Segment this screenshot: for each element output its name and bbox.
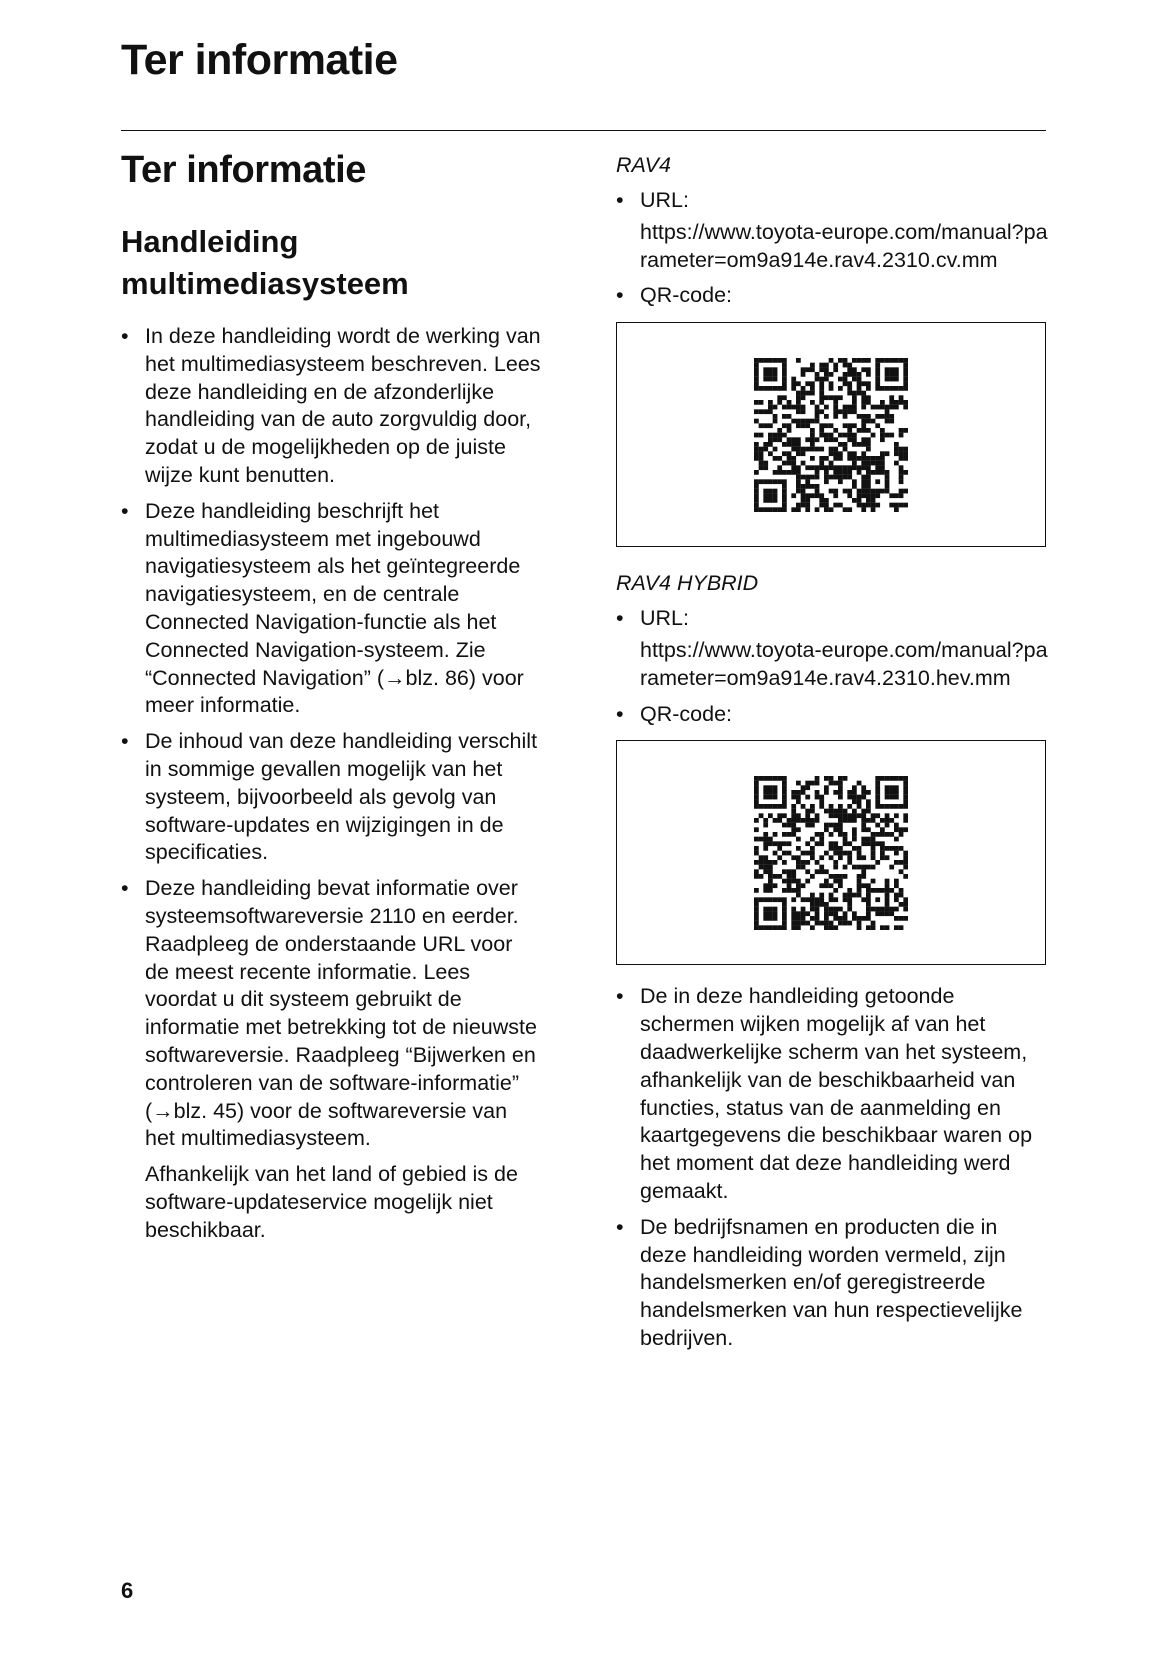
bullet-icon: • <box>616 283 624 308</box>
model-info-list <box>616 187 1048 310</box>
model-block-rav4 <box>616 151 1048 547</box>
list-item-text: Deze handleiding bevat informatie over systeemsoftwareversie 2110 en eerder. Raadpleeg de onderstaande URL voor de meest recente informatie. Lees voordat u dit systeem gebruikt de informatie met betrekking tot de nieuwste softwareversie. Raadpleeg “Bijwerken en controleren van de software-informatie” (→blz. 45) voor de softwareversie van het multimediasysteem. <box>145 876 537 1151</box>
qr-code-frame <box>616 740 1046 965</box>
list-item-continuation: Afhankelijk van het land of gebied is de software-updateservice mogelijk niet beschikbaar. <box>145 1162 518 1242</box>
list-item <box>616 701 1048 729</box>
list-item-text: De in deze handleiding getoonde schermen wijken mogelijk af van het daadwerkelijke scherm van het systeem, afhankelijk van de beschikbaarheid van functies, status van de aanmelding en kaartgegevens die beschikbaar waren op het moment dat deze handleiding werd gemaakt. <box>640 984 1033 1203</box>
bullet-icon: • <box>616 1214 624 1239</box>
header-divider <box>121 130 1046 131</box>
list-item <box>616 1214 1048 1353</box>
running-head-title: Ter informatie <box>121 36 398 84</box>
qr-label: QR-code: <box>640 283 733 308</box>
list-item-text: Deze handleiding beschrijft het multimediasysteem met ingebouwd navigatiesysteem als het geïntegreerde navigatiesysteem, en de centrale Connected Navigation-functie als het Connected Navigation-systeem. Zie “Connected Navigation” (→blz. 86) voor meer informatie. <box>145 498 524 718</box>
url-label: URL: <box>640 606 689 631</box>
qr-code-icon <box>754 776 908 930</box>
model-info-list <box>616 605 1048 728</box>
list-item-text: De inhoud van deze handleiding verschilt in sommige gevallen mogelijk van het systeem, bijvoorbeeld als gevolg van software-updates en wijzigingen in de specificaties. <box>145 729 538 865</box>
model-name: RAV4 <box>616 153 671 177</box>
bullet-icon: • <box>121 729 129 754</box>
bullet-icon: • <box>121 498 129 523</box>
qr-code-icon <box>754 358 908 512</box>
list-item <box>616 187 1048 274</box>
bullet-icon: • <box>616 606 624 631</box>
manual-url-link[interactable]: https://www.toyota-europe.com/manual?parameter=om9a914e.rav4.2310.cv.mm <box>640 219 1048 272</box>
qr-label: QR-code: <box>640 701 733 726</box>
page-number: 6 <box>121 1578 134 1603</box>
left-bullet-list <box>121 323 541 1245</box>
model-name: RAV4 HYBRID <box>616 571 759 596</box>
qr-code-frame <box>616 322 1046 547</box>
list-item <box>121 323 541 490</box>
url-label: URL: <box>640 188 689 212</box>
bullet-icon: • <box>121 876 129 901</box>
list-item <box>616 605 1048 692</box>
list-item-text: De bedrijfsnamen en producten die in deze handleiding worden vermeld, zijn handelsmerken en/of geregistreerde handelsmerken van hun respectievelijke bedrijven. <box>640 1214 1023 1350</box>
right-bullet-list <box>616 983 1048 1352</box>
bullet-icon: • <box>616 701 624 726</box>
section-title: Ter informatie <box>121 149 366 191</box>
section-subtitle: Handleiding multimediasysteem <box>121 224 409 301</box>
list-item <box>616 983 1048 1205</box>
right-column <box>616 145 1048 1361</box>
bullet-icon: • <box>616 984 624 1009</box>
list-item <box>121 875 541 1244</box>
list-item <box>121 498 541 720</box>
left-column <box>121 145 541 1253</box>
model-block-rav4-hybrid <box>616 569 1048 965</box>
bullet-icon: • <box>121 324 129 348</box>
list-item <box>616 282 1048 310</box>
list-item-text: In deze handleiding wordt de werking van het multimediasysteem beschreven. Lees deze handleiding en de afzonderlijke handleiding van de auto zorgvuldig door, zodat u de mogelijkheden op de juiste wijze kunt benutten. <box>145 324 541 487</box>
manual-url-link[interactable]: https://www.toyota-europe.com/manual?parameter=om9a914e.rav4.2310.hev.mm <box>640 637 1048 690</box>
bullet-icon: • <box>616 188 624 212</box>
list-item <box>121 728 541 867</box>
